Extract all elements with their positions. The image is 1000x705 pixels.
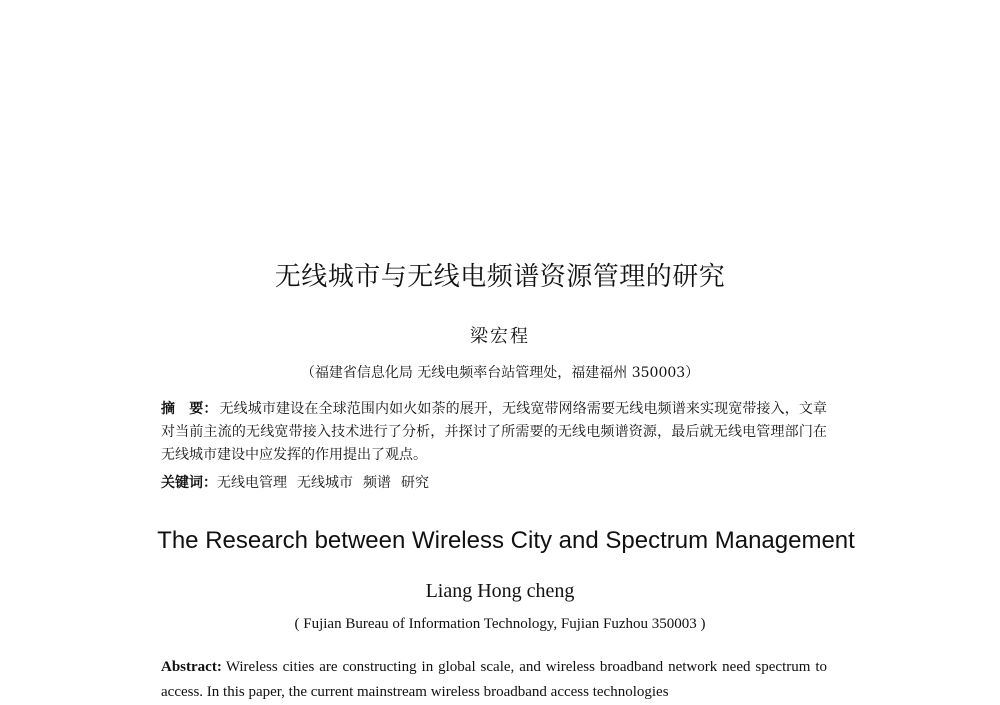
english-title: The Research between Wireless City and Spectrum Management xyxy=(157,527,855,554)
chinese-keywords xyxy=(161,472,827,495)
chinese-affiliation: （福建省信息化局 无线电频率台站管理处，福建福州 350003） xyxy=(300,365,700,381)
english-abstract xyxy=(161,655,827,705)
keyword: 研究 xyxy=(401,475,429,491)
chinese-abstract xyxy=(161,398,827,467)
chinese-author: 梁宏程 xyxy=(470,326,530,347)
chinese-abstract-text: 无线城市建设在全球范围内如火如荼的展开，无线宽带网络需要无线电频谱来实现宽带接入，文章对当前主流的无线宽带接入技术进行了分析，并探讨了所需要的无线电频谱资源，最后就无线电管理部门在无线城市建设中应发挥的作用提出了观点。 xyxy=(161,401,828,463)
chinese-keywords-label: 关键词： xyxy=(161,475,217,491)
keyword: 无线电管理 xyxy=(217,475,287,491)
english-affiliation: ( Fujian Bureau of Information Technology, Fujian Fuzhou 350003 ) xyxy=(294,616,706,632)
chinese-abstract-label: 摘 要： xyxy=(161,401,218,417)
english-author: Liang Hong cheng xyxy=(425,580,575,602)
keyword: 无线城市 xyxy=(297,475,353,491)
chinese-title: 无线城市与无线电频谱资源管理的研究 xyxy=(274,262,726,292)
english-abstract-text: Wireless cities are constructing in global scale, and wireless broadband network need spectrum to access. In this paper, the current mainstream wireless broadband access technologies xyxy=(161,659,827,700)
keyword: 频谱 xyxy=(363,475,391,491)
english-abstract-label: Abstract: xyxy=(161,659,222,675)
